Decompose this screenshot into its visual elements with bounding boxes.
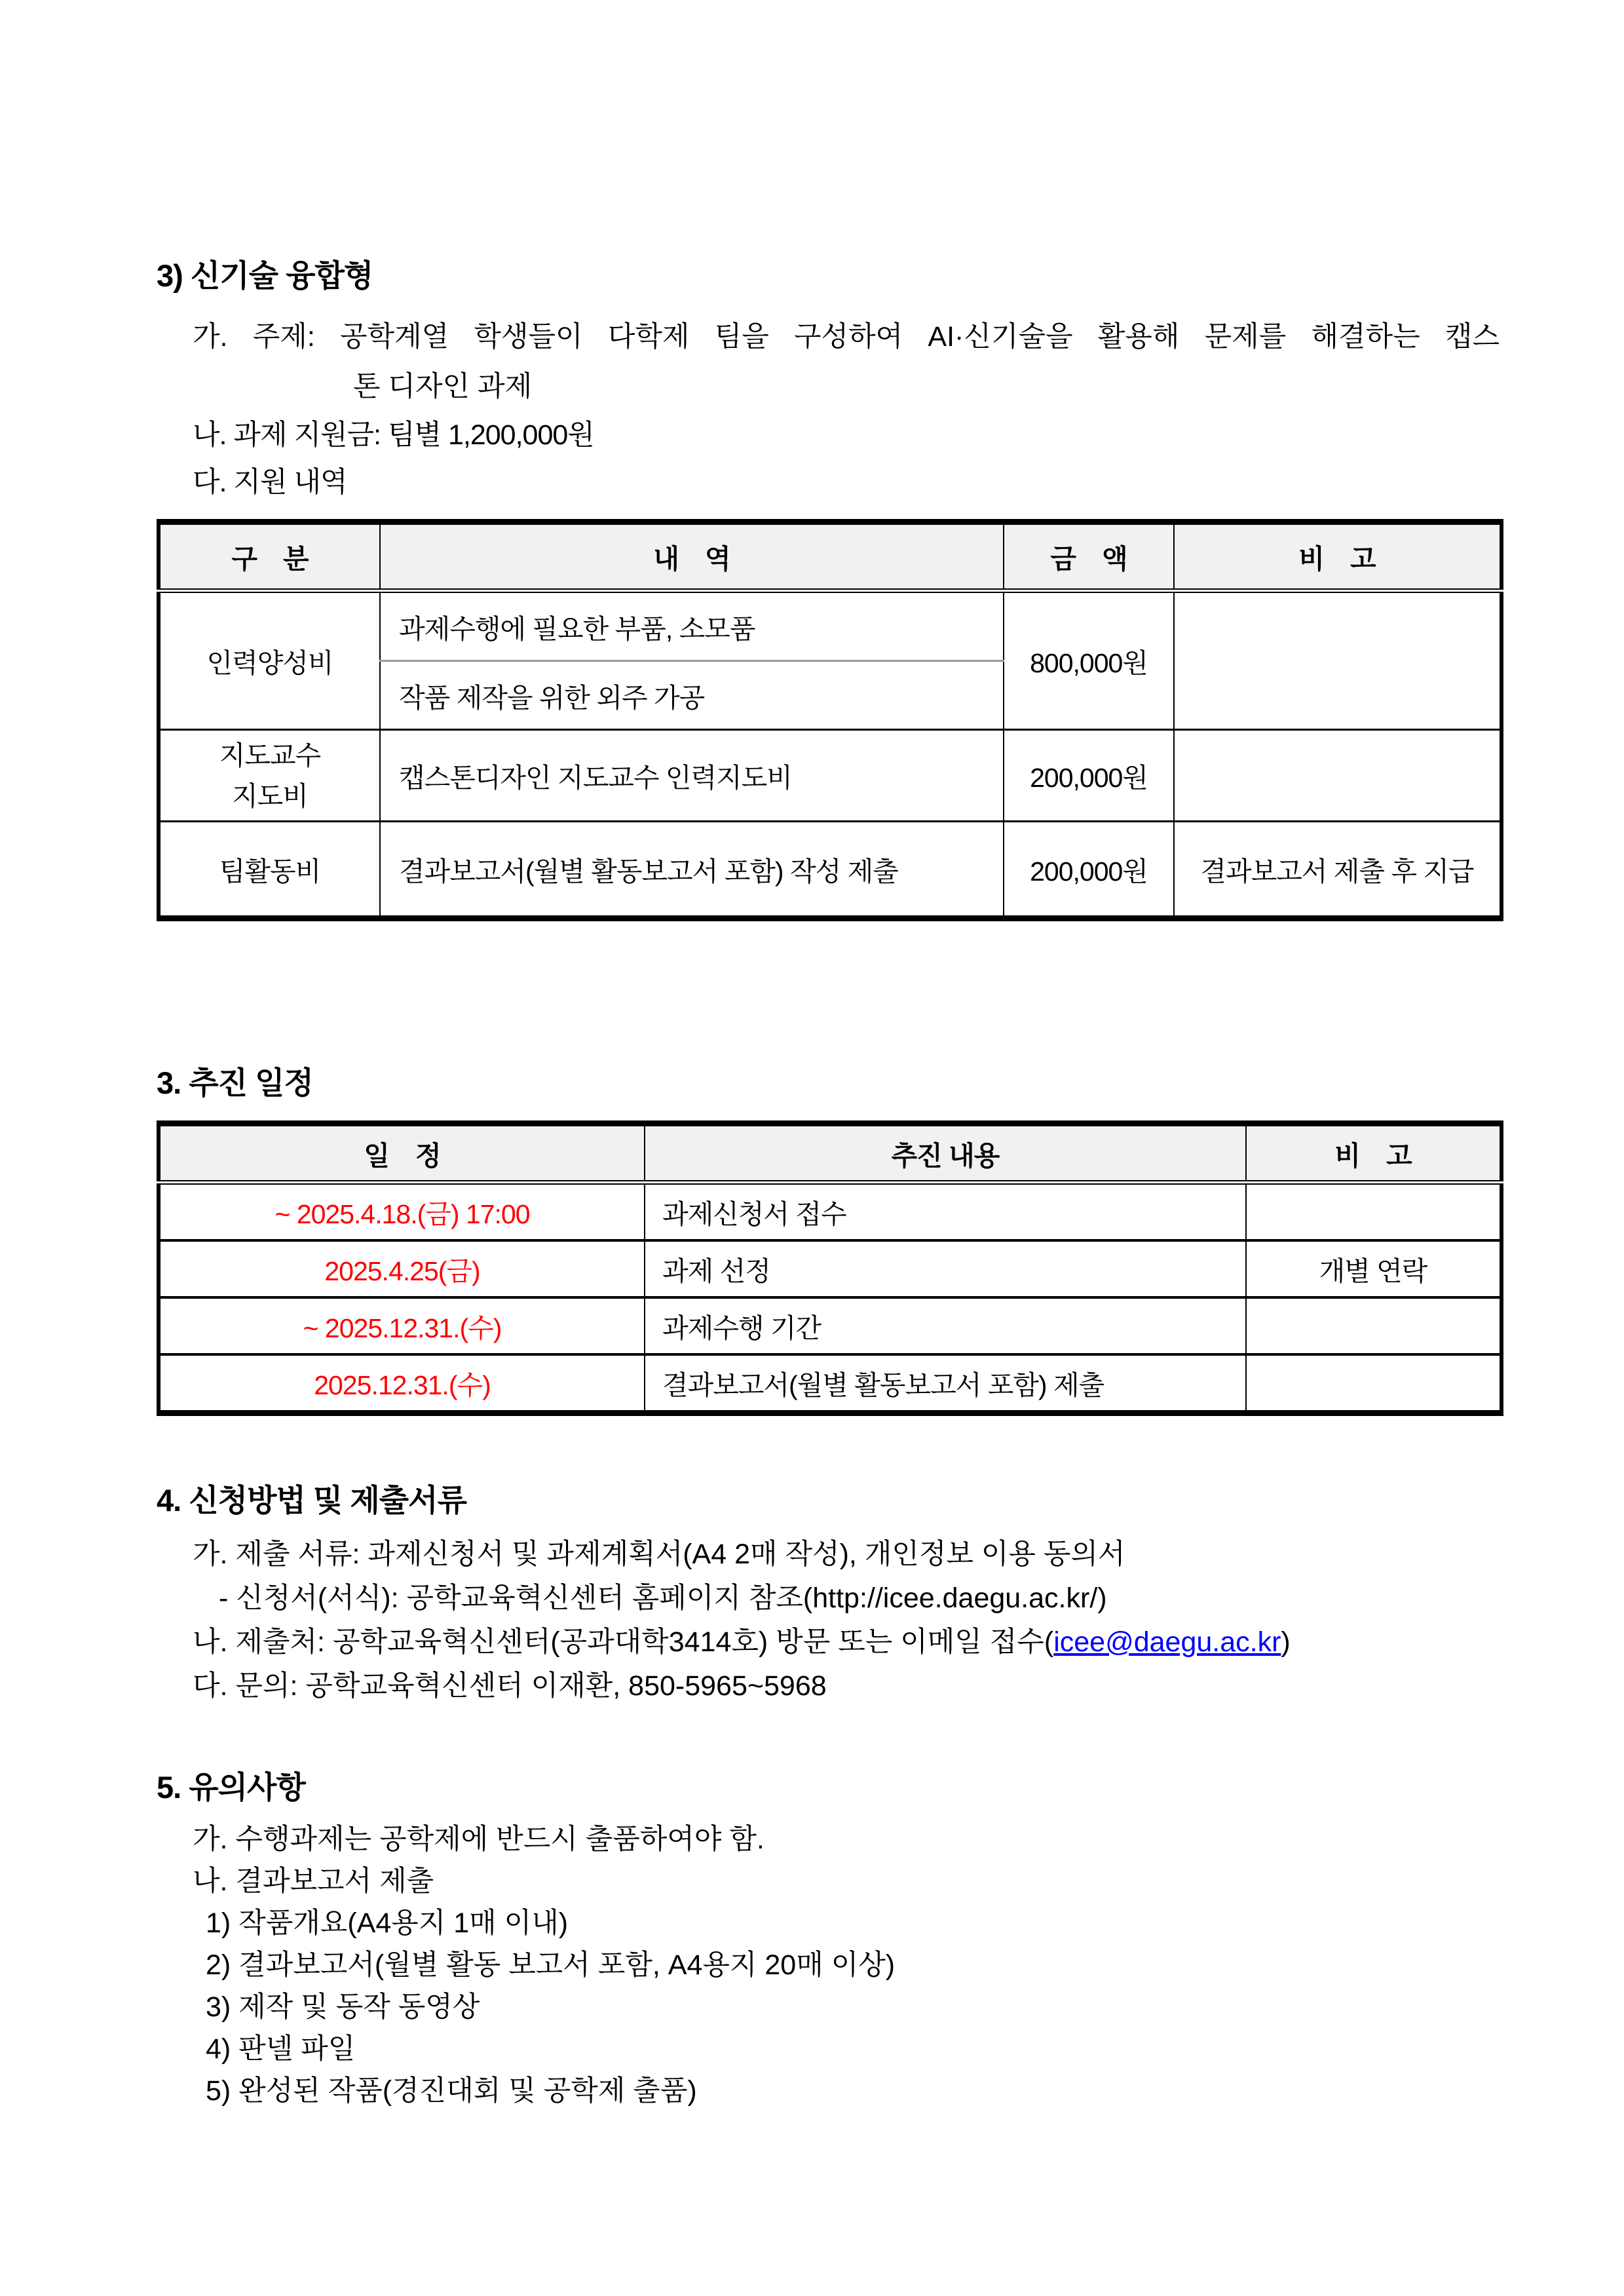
manpower-amount-cell: 800,000원 xyxy=(1004,591,1174,730)
team-amount-cell: 200,000원 xyxy=(1004,822,1174,919)
advisor-category-cell xyxy=(159,730,380,822)
schedule-content-cell: 결과보고서(월별 활동보고서 포함) 제출 xyxy=(645,1354,1246,1413)
notes-report-line: 나. 결과보고서 제출 xyxy=(193,1866,434,1897)
application-heading: 4. 신청방법 및 제출서류 xyxy=(157,1483,466,1518)
list-item: 1) 작품개요(A4용지 1매 이내) xyxy=(206,1907,569,1939)
team-detail-cell: 결과보고서(월별 활동보고서 포함) 작성 제출 xyxy=(380,822,1004,919)
application-contact-line: 다. 문의: 공학교육혁신센터 이재환, 850-5965~5968 xyxy=(193,1670,827,1702)
submit-line-suffix: ) xyxy=(1281,1626,1291,1658)
notes-heading: 5. 유의사항 xyxy=(157,1770,305,1805)
schedule-date-cell: 2025.4.25(금) xyxy=(159,1240,645,1297)
schedule-date-cell: ~ 2025.4.18.(금) 17:00 xyxy=(159,1183,645,1241)
support-header-note: 비 고 xyxy=(1174,522,1501,591)
support-table-header-row xyxy=(159,522,1501,591)
list-item: 4) 판넬 파일 xyxy=(206,2033,356,2065)
application-submit-line xyxy=(157,1620,1500,1664)
schedule-note-cell: 개별 연락 xyxy=(1246,1240,1501,1297)
schedule-table xyxy=(157,1120,1503,1416)
schedule-header-content: 추진 내용 xyxy=(645,1124,1246,1183)
list-item: 5) 완성된 작품(경진대회 및 공학제 출품) xyxy=(206,2075,697,2107)
advisor-amount-cell: 200,000원 xyxy=(1004,730,1174,822)
schedule-content-cell: 과제 선정 xyxy=(645,1240,1246,1297)
list-item: 2) 결과보고서(월별 활동 보고서 포함, A4용지 20매 이상) xyxy=(206,1949,896,1981)
email-link[interactable]: icee@daegu.ac.kr xyxy=(1053,1626,1281,1658)
application-form-line: - 신청서(서식): 공학교육혁신센터 홈페이지 참조(http://icee.daegu.ac.kr/) xyxy=(219,1582,1107,1614)
schedule-header-note: 비 고 xyxy=(1246,1124,1501,1183)
advisor-note-cell xyxy=(1174,730,1501,822)
table-row xyxy=(159,591,1501,661)
support-header-detail: 내 역 xyxy=(380,522,1004,591)
schedule-header-date: 일 정 xyxy=(159,1124,645,1183)
schedule-note-cell xyxy=(1246,1354,1501,1413)
application-documents-line: 가. 제출 서류: 과제신청서 및 과제계획서(A4 2매 작성), 개인정보 이용 동의서 xyxy=(193,1539,1125,1570)
advisor-category-line-2: 지도비 xyxy=(232,780,308,811)
topic-line-2: 톤 디자인 과제 xyxy=(353,371,533,402)
table-row xyxy=(159,1183,1501,1241)
schedule-note-cell xyxy=(1246,1183,1501,1241)
manpower-category-cell: 인력양성비 xyxy=(159,591,380,730)
manpower-detail-bottom-cell: 작품 제작을 위한 외주 가공 xyxy=(380,661,1004,730)
team-note-cell: 결과보고서 제출 후 지급 xyxy=(1174,822,1501,919)
schedule-heading: 3. 추진 일정 xyxy=(157,1065,313,1100)
notes-exhibit-line: 가. 수행과제는 공학제에 반드시 출품하여야 함. xyxy=(193,1824,765,1855)
team-category-cell: 팀활동비 xyxy=(159,822,380,919)
support-detail-label: 다. 지원 내역 xyxy=(193,467,347,498)
advisor-detail-cell: 캡스톤디자인 지도교수 인력지도비 xyxy=(380,730,1004,822)
support-header-amount: 금 액 xyxy=(1004,522,1174,591)
schedule-content-cell: 과제수행 기간 xyxy=(645,1297,1246,1354)
support-header-category: 구 분 xyxy=(159,522,380,591)
schedule-content-cell: 과제신청서 접수 xyxy=(645,1183,1246,1241)
manpower-detail-top-cell: 과제수행에 필요한 부품, 소모품 xyxy=(380,591,1004,661)
table-row xyxy=(159,1297,1501,1354)
schedule-date-cell: ~ 2025.12.31.(수) xyxy=(159,1297,645,1354)
advisor-category-line-1: 지도교수 xyxy=(219,740,321,771)
funding-line: 나. 과제 지원금: 팀별 1,200,000원 xyxy=(193,419,594,451)
table-row xyxy=(159,822,1501,919)
table-row xyxy=(159,730,1501,822)
schedule-table-header-row xyxy=(159,1124,1501,1183)
manpower-note-cell xyxy=(1174,591,1501,730)
list-item: 3) 제작 및 동작 동영상 xyxy=(206,1991,480,2023)
schedule-note-cell xyxy=(1246,1297,1501,1354)
table-row xyxy=(159,1354,1501,1413)
table-row xyxy=(159,1240,1501,1297)
submit-line-prefix: 나. 제출처: 공학교육혁신센터(공과대학3414호) 방문 또는 이메일 접수( xyxy=(193,1626,1054,1658)
intro-heading: 3) 신기술 융합형 xyxy=(157,258,373,293)
schedule-date-cell: 2025.12.31.(수) xyxy=(159,1354,645,1413)
support-table xyxy=(157,519,1503,921)
topic-line-1: 가. 주제: 공학계열 학생들이 다학제 팀을 구성하여 AI·신기술을 활용해 문제를 해결하는 캡스 xyxy=(193,321,1500,353)
